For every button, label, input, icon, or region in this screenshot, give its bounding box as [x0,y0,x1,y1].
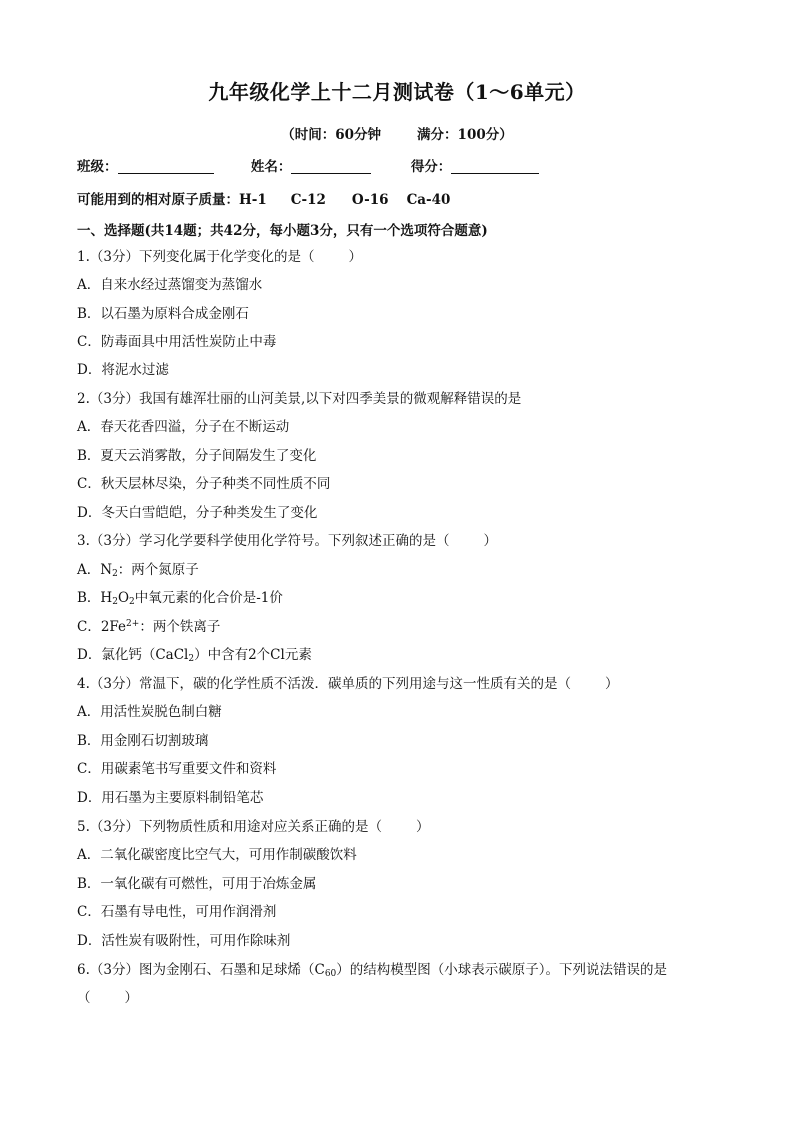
atomic-mass-h: H-1 [239,192,267,208]
question-3-stem: 3.（3分）学习化学要科学使用化学符号。下列叙述正确的是（ ） [77,533,497,549]
question-4-option-b[interactable]: B．用金刚石切割玻璃 [77,733,209,749]
score-label: 得分： [410,159,452,175]
question-5-option-d[interactable]: D．活性炭有吸附性，可用作除味剂 [77,933,291,949]
class-field[interactable] [118,159,214,174]
name-field[interactable] [291,159,371,174]
question-2-option-d[interactable]: D．冬天白雪皑皑，分子种类发生了变化 [77,505,318,521]
atomic-mass-c: C-12 [290,192,326,208]
question-6-answer-parens: （ ） [77,990,138,1006]
question-1-option-a[interactable]: A．自来水经过蒸馏变为蒸馏水 [77,277,263,293]
score-field[interactable] [451,159,539,174]
question-3-option-a[interactable]: A．$N_2$：两个氮原子 [77,562,199,579]
question-2-option-a[interactable]: A．春天花香四溢，分子在不断运动 [77,419,290,435]
exam-time: （时间：60分钟 [281,127,382,143]
question-5-option-b[interactable]: B．一氧化碳有可燃性，可用于冶炼金属 [77,876,317,892]
atomic-mass-ca: Ca-40 [406,192,451,208]
question-3-option-b[interactable]: B．$H_2O_2$中氧元素的化合价是-1价 [77,590,283,607]
class-label: 班级： [77,159,118,175]
question-2-option-b[interactable]: B．夏天云消雾散，分子间隔发生了变化 [77,448,317,464]
question-2-stem: 2.（3分）我国有雄浑壮丽的山河美景,以下对四季美景的微观解释错误的是 [77,391,522,407]
name-label: 姓名： [250,159,292,175]
question-5-stem: 5.（3分）下列物质性质和用途对应关系正确的是（ ） [77,819,430,835]
page-title: 九年级化学上十二月测试卷（1～6单元） [208,80,586,104]
question-1-option-c[interactable]: C．防毒面具中用活性炭防止中毒 [77,334,277,350]
question-4-stem: 4.（3分）常温下，碳的化学性质不活泼．碳单质的下列用途与这一性质有关的是（ ） [77,676,619,692]
atomic-mass-o: O-16 [351,192,389,208]
question-2-option-c[interactable]: C．秋天层林尽染，分子种类不同性质不同 [77,476,331,492]
question-3-option-c[interactable]: C．$2Fe^{2+}$：两个铁离子 [77,619,221,635]
atomic-mass-label: 可能用到的相对原子质量： [77,192,239,208]
question-1-stem: 1.（3分）下列变化属于化学变化的是（ ） [77,249,362,265]
question-4-option-d[interactable]: D．用石墨为主要原料制铅笔芯 [77,790,264,806]
exam-full-score: 满分：100分） [417,127,513,143]
question-6-stem: 6.（3分）图为金刚石、石墨和足球烯$(C_{60})$的结构模型图（小球表示碳原子）。下列说法错误的是 [77,962,668,979]
question-1-option-d[interactable]: D．将泥水过滤 [77,362,169,378]
student-info-row [77,155,539,175]
exam-time-score [0,123,794,143]
question-5-option-a[interactable]: A．二氧化碳密度比空气大，可用作制碳酸饮料 [77,847,357,863]
question-5-option-c[interactable]: C．石墨有导电性，可用作润滑剂 [77,904,277,920]
question-4-option-a[interactable]: A．用活性炭脱色制白糖 [77,704,222,720]
question-1-option-b[interactable]: B．以石墨为原料合成金刚石 [77,306,249,322]
question-3-option-d[interactable]: D．氯化钙（CaCl$_2$）中含有2个Cl元素 [77,647,312,664]
section-heading: 一、选择题(共14题；共42分，每小题3分，只有一个选项符合题意) [77,223,488,239]
atomic-mass-row [77,188,450,208]
question-4-option-c[interactable]: C．用碳素笔书写重要文件和资料 [77,761,277,777]
